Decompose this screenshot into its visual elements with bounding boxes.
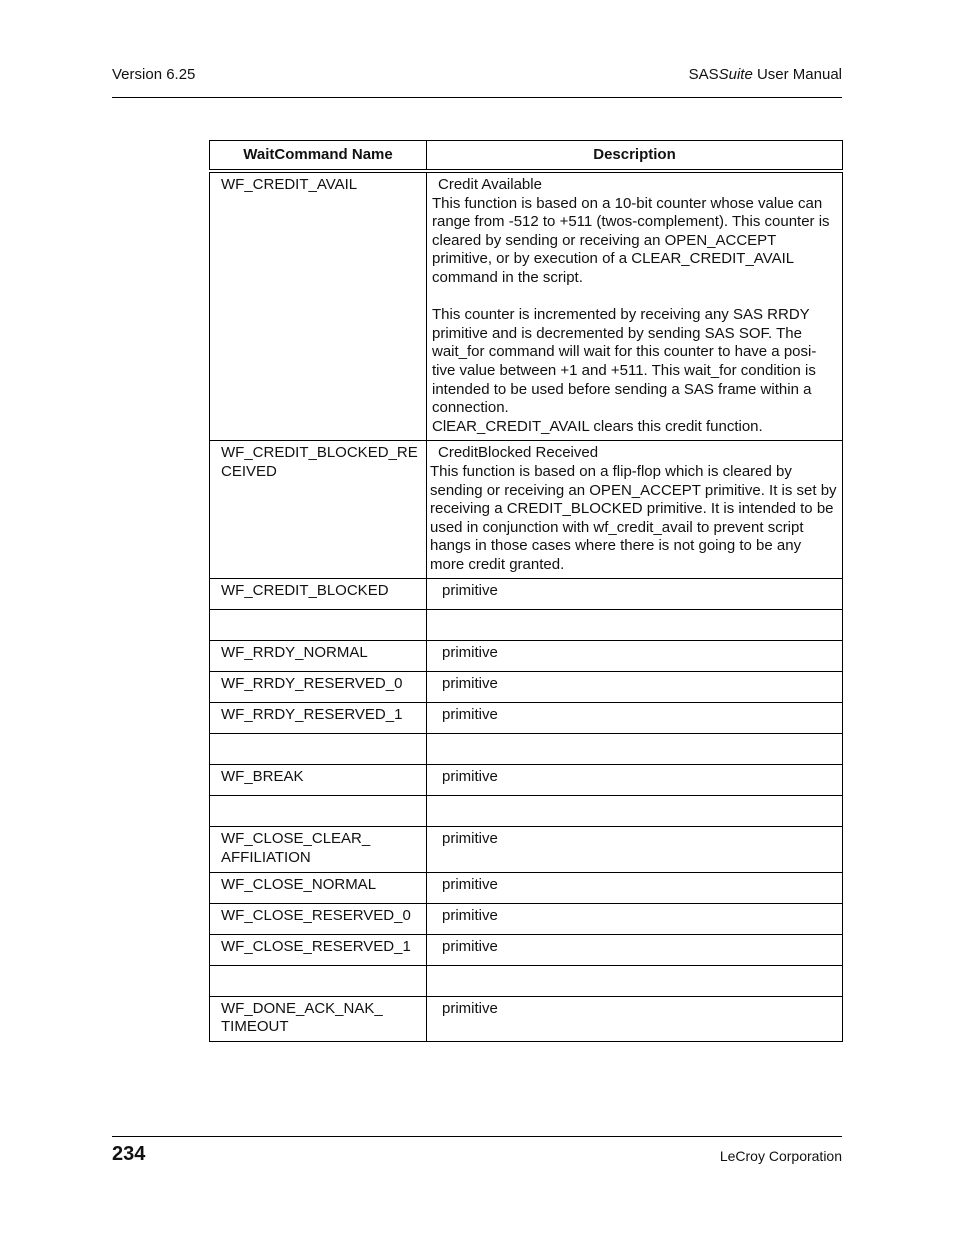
table-row	[210, 672, 843, 703]
table-row	[210, 765, 843, 796]
command-name: WF_CLOSE_CLEAR_ AFFILIATION	[210, 827, 427, 872]
command-name	[210, 796, 427, 827]
command-description: primitive	[427, 996, 843, 1041]
command-name: WF_DONE_ACK_NAK_ TIMEOUT	[210, 996, 427, 1041]
empty-row	[210, 734, 843, 765]
command-name: WF_RRDY_RESERVED_1	[210, 703, 427, 734]
header-rule	[112, 97, 842, 98]
command-description	[427, 171, 843, 441]
table-row	[210, 903, 843, 934]
command-name	[210, 734, 427, 765]
footer-company: LeCroy Corporation	[719, 1148, 842, 1164]
table-row	[210, 872, 843, 903]
wait-command-table	[209, 140, 843, 1042]
command-description: primitive	[427, 703, 843, 734]
description-paragraph: This function is based on a 10-bit counter whose value can range from -512 to +511 (twos-complement). This counter is cleared by sending or receiving an OPEN_ACCEPT primitive, or by execution of a CLEAR_CREDIT_AVAIL command in the script.	[432, 194, 830, 286]
header-version: Version 6.25	[112, 66, 196, 83]
command-description	[427, 610, 843, 641]
description-paragraph: This counter is incremented by receiving any SAS RRDY primitive and is decremented by sending SAS SOF. The wait_for command will wait for this counter to have a posi-tive value between +1 and +511. This wait_for condition is intended to be used before sending a SAS frame within a connection.	[432, 306, 817, 417]
command-description: primitive	[427, 765, 843, 796]
command-name: WF_CREDIT_BLOCKED_RECEIVED	[210, 441, 427, 579]
manual-title-italic: Suite	[718, 66, 753, 83]
table-row	[210, 703, 843, 734]
command-name: WF_CLOSE_NORMAL	[210, 872, 427, 903]
page-number: 234	[112, 1143, 146, 1165]
column-header-name: WaitCommand Name	[210, 141, 427, 172]
command-description: primitive	[427, 827, 843, 872]
command-description: primitive	[427, 672, 843, 703]
command-name: WF_CLOSE_RESERVED_1	[210, 934, 427, 965]
description-paragraph: ClEAR_CREDIT_AVAIL clears this credit function.	[432, 417, 763, 435]
paragraph-spacer	[432, 288, 838, 307]
command-description	[427, 441, 843, 579]
empty-row	[210, 796, 843, 827]
table-row	[210, 934, 843, 965]
command-name: WF_CLOSE_RESERVED_0	[210, 903, 427, 934]
command-description: primitive	[427, 641, 843, 672]
command-name: WF_RRDY_NORMAL	[210, 641, 427, 672]
command-description	[427, 796, 843, 827]
command-description: primitive	[427, 903, 843, 934]
footer-rule	[112, 1136, 842, 1137]
command-name	[210, 965, 427, 996]
table-header-row	[210, 141, 843, 172]
command-description: primitive	[427, 872, 843, 903]
description-title: Credit Available	[438, 176, 542, 193]
empty-row	[210, 965, 843, 996]
column-header-description: Description	[427, 141, 843, 172]
command-name	[210, 610, 427, 641]
command-name: WF_BREAK	[210, 765, 427, 796]
table-row	[210, 641, 843, 672]
table-row	[210, 996, 843, 1041]
header-manual-title	[689, 66, 842, 83]
command-description	[427, 965, 843, 996]
description-title: CreditBlocked Received	[438, 444, 599, 462]
empty-row	[210, 610, 843, 641]
table-row	[210, 579, 843, 610]
table-row	[210, 827, 843, 872]
command-name: WF_CREDIT_AVAIL	[210, 171, 427, 441]
command-description	[427, 734, 843, 765]
description-paragraph: This function is based on a flip-flop which is cleared by sending or receiving an OPEN_ACCEPT primitive. It is set by receiving a CREDIT_BLOCKED primitive. It is intended to be used in conjunction with wf_credit_avail to prevent script hangs in those cases where there is not going to be any more credit granted.	[430, 462, 837, 573]
command-description: primitive	[427, 934, 843, 965]
command-name: WF_CREDIT_BLOCKED	[210, 579, 427, 610]
manual-title-suffix: User Manual	[752, 66, 842, 83]
table-row	[210, 171, 843, 441]
command-name: WF_RRDY_RESERVED_0	[210, 672, 427, 703]
table-row	[210, 441, 843, 579]
command-description: primitive	[427, 579, 843, 610]
manual-title-prefix: SAS	[688, 66, 719, 83]
